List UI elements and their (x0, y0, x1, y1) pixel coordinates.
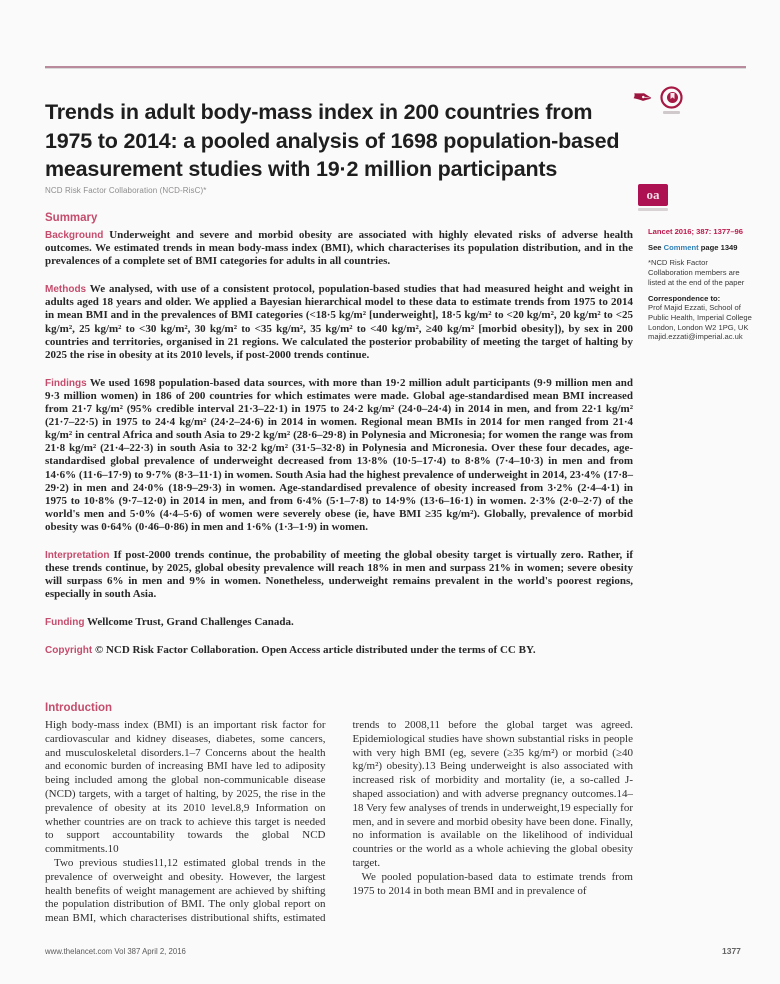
findings-text: We used 1698 population-based data sources, with more than 19·2 million adult participants (9·9 million men and 9·3 million women) in 186 of 200 countries for which estimates were made. Global age-standardised mean BMI increased from 21·7 kg/m² (95% credible interval 21·3–22·1) in 1975 to 24·2 kg/m² (24·0–24·4) in 2014 in men, and from 22·1 kg/m² (21·7–22·5) in 1975 to 24·4 kg/m² (24·2–24·6) in 2014 in women. Regional mean BMIs in 2014 for men ranged from 21·4 kg/m² in central Africa and south Asia to 29·2 kg/m² (28·6–29·8) in Polynesia and Micronesia; for women the range was from 21·8 kg/m² (21·4–22·3) in south Asia to 32·2 kg/m² (31·5–32·8) in Polynesia and Micronesia. Over these four decades, age-standardised global prevalence of underweight decreased from 13·8% (10·5–17·4) to 8·8% (7·4–10·3) in men and from 14·6% (11·6–17·9) to 9·7% (8·3–11·1) in women. South Asia had the highest prevalence of underweight in 2014, 23·4% (17·8–29·2) in men and 24·0% (18·9–29·3) in women. Age-standardised prevalence of obesity increased from 3·2% (2·4–4·1) in 1975 to 10·8% (9·7–12·0) in 2014 in men, and from 6·4% (5·1–7·8) to 14·9% (13·6–16·1) in women. 2·3% (2·0–2·7) of the world's men and 5·0% (4·4–5·6) of women were severely obese (ie, have BMI ≥35 kg/m²). Globally, prevalence of morbid obesity was 0·64% (0·46–0·86) in men and 1·6% (1·3–1·9) in women. (45, 376, 633, 533)
summary-background (45, 229, 633, 268)
funding-label: Funding (45, 617, 85, 629)
collaborators-note: *NCD Risk Factor Collaboration members are listed at the end of the paper (648, 258, 745, 287)
top-rule (45, 66, 746, 68)
summary-findings (45, 377, 633, 534)
correspondence-address: Prof Majid Ezzati, School of Public Health, Imperial College London, London W2 1PG, UK (648, 303, 752, 332)
summary-methods (45, 283, 633, 362)
see-suffix: page 1349 (698, 242, 738, 252)
summary-heading: Summary (45, 212, 98, 224)
page-title: Trends in adult body-mass index in 200 countries from 1975 to 2014: a pooled analysis of 1698 population-based measurement studies with 19·2 million participants (45, 100, 620, 182)
summary-interpretation (45, 549, 633, 601)
email-link[interactable]: majid.ezzati@imperial.ac.uk (648, 332, 743, 342)
summary-funding (45, 616, 633, 629)
journal-footer: www.thelancet.com Vol 387 April 2, 2016 (45, 947, 186, 956)
interpretation-label: Interpretation (45, 549, 110, 561)
intro-paragraph: High body-mass index (BMI) is an important risk factor for cardiovascular and kidney diseases, diabetes, some cancers, and musculoskeletal disorders.1–7 Concerns about the health and economic burden of increasing BMI have led to adiposity being included among the global non-communicable disease (NCD) targets, with a target of halting, by 2025, the rise in the prevalence of obesity at its 2010 level.8,9 Information on whether countries are on track to achieve this target is needed to support accountability towards the global NCD commitments.10 (45, 719, 326, 856)
copyright-label: Copyright (45, 645, 93, 657)
intro-paragraph: We pooled population-based data to estimate trends from 1975 to 2014 in both mean BMI and in prevalence of (352, 870, 633, 897)
findings-label: Findings (45, 377, 87, 389)
crossmark-caption (663, 111, 680, 114)
methods-text: We analysed, with use of a consistent protocol, population-based studies that had measured height and weight in adults aged 18 years and older. We applied a Bayesian hierarchical model to these data to estimate trends from 1975 to 2014 in mean BMI and in the prevalences of BMI categories (<18·5 kg/m² [underweight], 18·5 kg/m² to <20 kg/m², 20 kg/m² to <25 kg/m², 25 kg/m² to <30 kg/m², 30 kg/m² to <35 kg/m², 35 kg/m² to <40 kg/m², ≥40 kg/m² [morbid obesity]), by sex in 200 countries and territories, organised in 21 regions. We calculated the posterior probability of meeting the target of halting by 2025 the rise in obesity at its 2010 levels, if post-2000 trends continue. (45, 283, 633, 361)
copyright-text: © NCD Risk Factor Collaboration. Open Access article distributed under the terms of CC BY. (94, 644, 536, 657)
introduction-columns (45, 719, 633, 933)
corner-icons (632, 84, 712, 136)
introduction-heading: Introduction (45, 702, 113, 714)
correspondence-block (648, 294, 752, 343)
quill-icon: ✒ (630, 82, 655, 114)
see-comment-note (648, 243, 752, 253)
background-label: Background (45, 230, 104, 241)
background-text: Underweight and severe and morbid obesity are associated with highly elevated risks of adverse health outcomes. We estimated trends in mean body-mass index (BMI), which characterises its population distribution, and in the prevalences of a complete set of BMI categories for adults in all countries. (45, 229, 634, 268)
correspondence-label: Correspondence to: (648, 293, 721, 303)
see-prefix: See (648, 242, 664, 252)
summary-section (45, 212, 633, 673)
open-access-badge: oa (638, 184, 668, 206)
summary-copyright (45, 644, 633, 657)
funding-text: Wellcome Trust, Grand Challenges Canada. (87, 616, 294, 629)
author-line: NCD Risk Factor Collaboration (NCD-RisC)* (45, 186, 207, 195)
open-access-caption (638, 208, 668, 211)
interpretation-text: If post-2000 trends continue, the probability of meeting the global obesity target is virtually zero. Rather, if these trends continue, by 2025, global obesity prevalence will reach 18% in men and surpass 21% in women; severe obesity will surpass 6% in men and 9% in women. Nonetheless, underweight remains prevalent in the world's poorest regions, especially in south Asia. (45, 548, 634, 601)
methods-label: Methods (45, 284, 87, 296)
intro-paragraph: Two previous studies11,12 estimated global trends in the prevalence of overweight and obesity. However, the largest health benefits of weight management are achieved by shifting the population distribution of BMI. The only global report on mean BMI, which characterises distributional shifts, estimated trends to 2008,11 before the global target was agreed. Epidemiological studies have shown substantial risks in people with very high BMI (eg, severe (≥35 kg/m²) or morbid (≥40 kg/m²) obesity).13 Being underweight is also associated with increased risk of morbidity and mortality (ie, a so-called J-shaped association) and with adverse pregnancy outcomes.14–18 Very few analyses of trends in underweight,19 especially for men, and in severe and morbid obesity have been done. Finally, no information is available on the likelihood of individual countries or the world as a whole achieving the global obesity target. (45, 719, 633, 925)
comment-link[interactable]: Comment (663, 242, 699, 252)
page-number: 1377 (722, 946, 741, 956)
crossmark-icon[interactable] (660, 86, 683, 114)
margin-notes (648, 227, 752, 348)
introduction-section (45, 702, 633, 933)
citation: Lancet 2016; 387: 1377–96 (648, 227, 743, 236)
